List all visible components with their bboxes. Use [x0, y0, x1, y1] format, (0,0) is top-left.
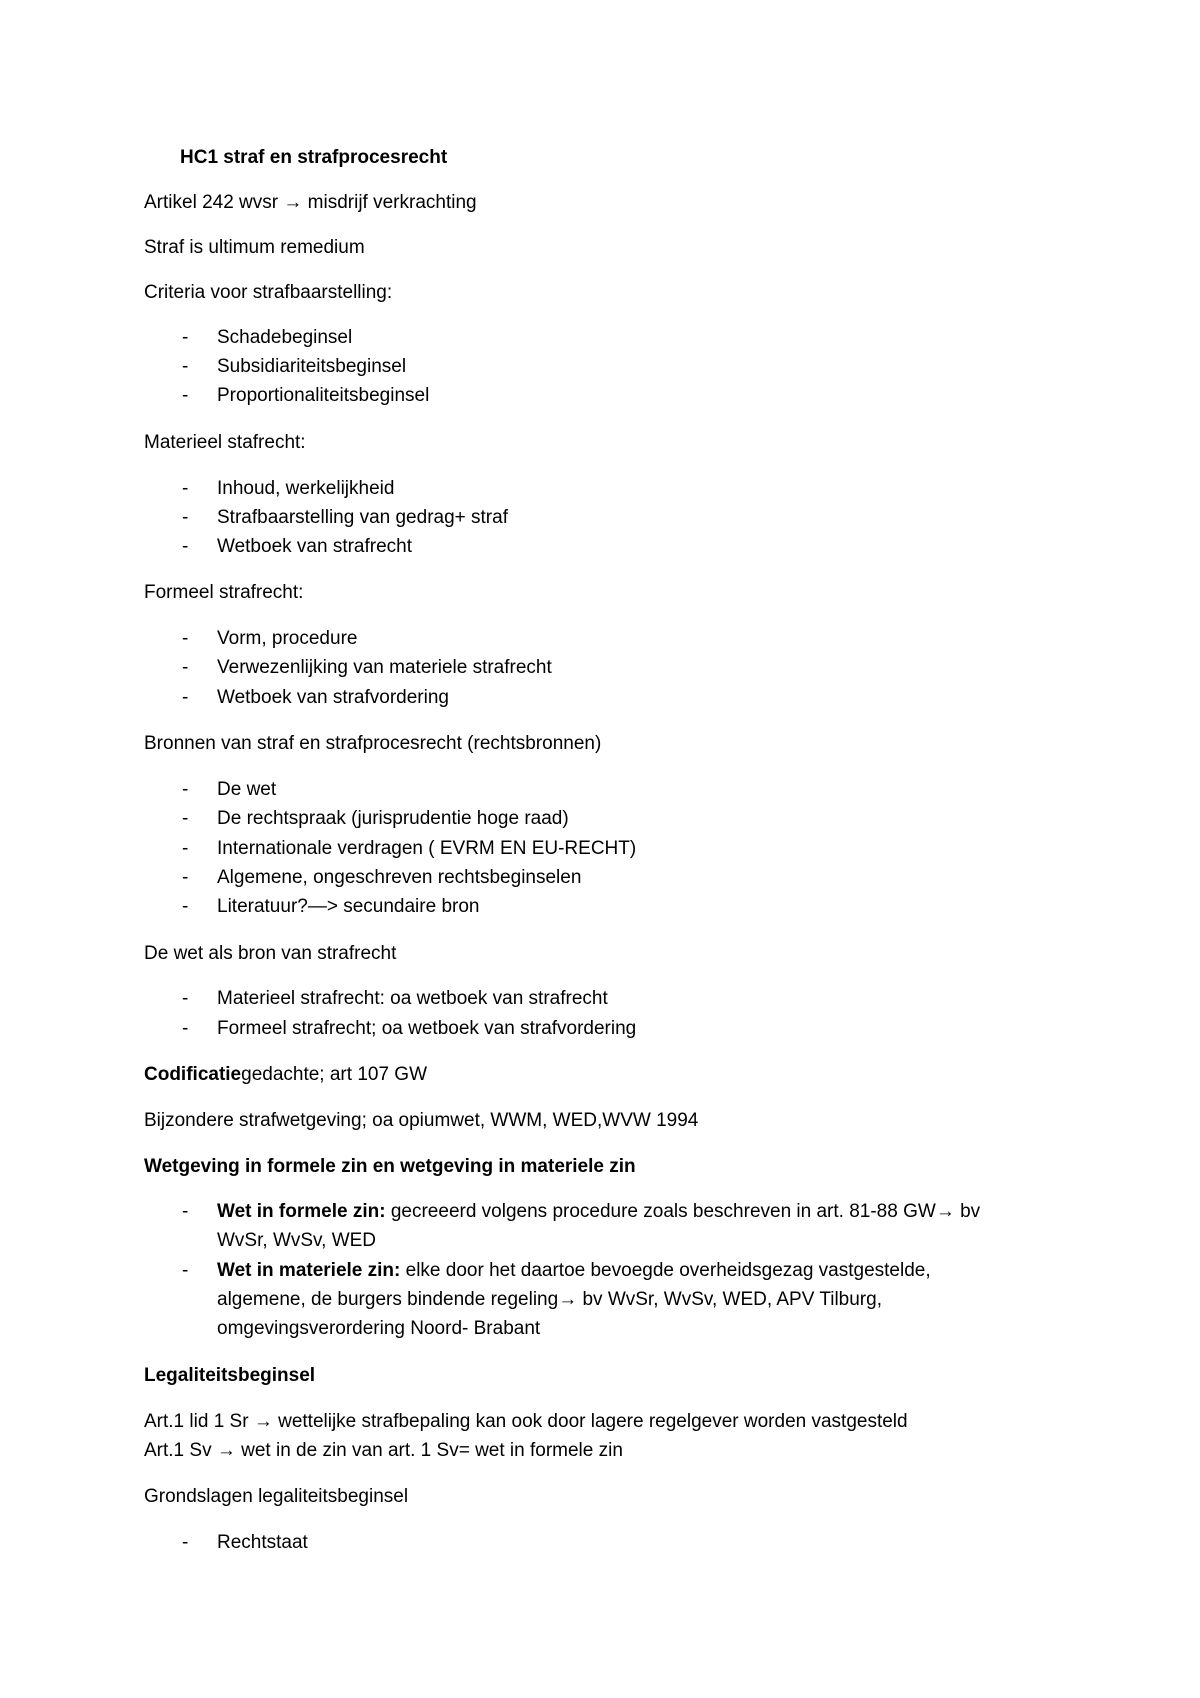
list-item: Algemene, ongeschreven rechtsbeginselen	[217, 867, 582, 888]
wetgeving-heading: Wetgeving in formele zin en wetgeving in materiele zin	[144, 1156, 636, 1177]
list-item: Subsidiariteitsbeginsel	[217, 356, 407, 377]
formele-zin-line1	[217, 1200, 980, 1224]
formele-zin-text: gecreeerd volgens procedure zoals beschreven in art. 81-88 GW	[390, 1201, 936, 1222]
materiele-zin-line1	[217, 1259, 931, 1283]
bullet-dash: -	[182, 536, 189, 557]
legaliteit-line2-prefix: Art.1 Sv	[144, 1440, 212, 1461]
list-item: Proportionaliteitsbeginsel	[217, 385, 430, 406]
arrow-icon: →	[935, 1201, 955, 1222]
bullet-dash: -	[182, 1201, 189, 1222]
bronnen-heading: Bronnen van straf en strafprocesrecht (rechtsbronnen)	[144, 733, 602, 754]
list-item: Wetboek van strafrecht	[217, 536, 413, 557]
bullet-dash: -	[182, 1018, 189, 1039]
arrow-icon: →	[283, 192, 303, 213]
legaliteit-line2	[144, 1439, 623, 1463]
list-item: Materieel strafrecht: oa wetboek van strafrecht	[217, 988, 608, 1009]
list-item: Wetboek van strafvordering	[217, 687, 449, 708]
page-title: HC1 straf en strafprocesrecht	[180, 147, 448, 168]
formeel-heading: Formeel strafrecht:	[144, 582, 304, 603]
arrow-icon: →	[253, 1411, 273, 1432]
ultimum-line: Straf is ultimum remedium	[144, 237, 365, 258]
formele-zin-text-end: bv	[960, 1201, 981, 1222]
grondslagen-heading: Grondslagen legaliteitsbeginsel	[144, 1486, 409, 1507]
bijzondere-line: Bijzondere strafwetgeving; oa opiumwet, WWM, WED,WVW 1994	[144, 1110, 699, 1131]
arrow-icon: →	[216, 1440, 236, 1461]
materiele-zin-text: elke door het daartoe bevoegde overheidsgezag vastgestelde,	[405, 1260, 931, 1281]
bullet-dash: -	[182, 988, 189, 1009]
legaliteit-line1-suffix: wettelijke strafbepaling kan ook door lagere regelgever worden vastgesteld	[278, 1411, 908, 1432]
bullet-dash: -	[182, 628, 189, 649]
criteria-heading: Criteria voor strafbaarstelling:	[144, 282, 393, 303]
bullet-dash: -	[182, 779, 189, 800]
formele-zin-line2: WvSr, WvSv, WED	[217, 1230, 377, 1251]
list-item: Literatuur?—> secundaire bron	[217, 896, 480, 917]
bullet-dash: -	[182, 657, 189, 678]
codificatie-rest: gedachte; art 107 GW	[241, 1064, 428, 1085]
bullet-dash: -	[182, 385, 189, 406]
bullet-dash: -	[182, 808, 189, 829]
materiele-zin-line3: omgevingsverordering Noord- Brabant	[217, 1318, 541, 1339]
list-item: Strafbaarstelling van gedrag+ straf	[217, 507, 508, 528]
list-item: De rechtspraak (jurisprudentie hoge raad)	[217, 808, 569, 829]
list-item: De wet	[217, 779, 277, 800]
list-item: Vorm, procedure	[217, 628, 358, 649]
bullet-dash: -	[182, 867, 189, 888]
bullet-dash: -	[182, 896, 189, 917]
list-item: Verwezenlijking van materiele strafrecht	[217, 657, 552, 678]
bullet-dash: -	[182, 327, 189, 348]
materiele-zin-line2	[217, 1288, 882, 1312]
legaliteit-heading: Legaliteitsbeginsel	[144, 1365, 316, 1386]
list-item: Schadebeginsel	[217, 327, 353, 348]
legaliteit-line2-suffix: wet in de zin van art. 1 Sv= wet in formele zin	[241, 1440, 623, 1461]
bullet-dash: -	[182, 1260, 189, 1281]
bullet-dash: -	[182, 838, 189, 859]
legaliteit-line1	[144, 1410, 908, 1434]
bullet-dash: -	[182, 687, 189, 708]
arrow-icon: →	[558, 1289, 578, 1310]
bullet-dash: -	[182, 356, 189, 377]
dewet-heading: De wet als bron van strafrecht	[144, 943, 397, 964]
materiele-zin-text2: algemene, de burgers bindende regeling	[217, 1289, 559, 1310]
bullet-dash: -	[182, 507, 189, 528]
materieel-heading: Materieel stafrecht:	[144, 432, 306, 453]
bullet-dash: -	[182, 478, 189, 499]
list-item: Inhoud, werkelijkheid	[217, 478, 395, 499]
legaliteit-line1-prefix: Art.1 lid 1 Sr	[144, 1411, 249, 1432]
list-item: Rechtstaat	[217, 1532, 308, 1553]
materiele-zin-text2-end: bv WvSr, WvSv, WED, APV Tilburg,	[582, 1289, 882, 1310]
materiele-zin-term: Wet in materiele zin:	[217, 1260, 401, 1281]
codificatie-bold: Codificatie	[144, 1064, 242, 1085]
list-item: Formeel strafrecht; oa wetboek van strafvordering	[217, 1018, 637, 1039]
artikel-prefix: Artikel 242 wvsr	[144, 192, 279, 213]
artikel-suffix: misdrijf verkrachting	[307, 192, 477, 213]
artikel-line	[144, 191, 477, 215]
formele-zin-term: Wet in formele zin:	[217, 1201, 386, 1222]
list-item: Internationale verdragen ( EVRM EN EU-RECHT)	[217, 838, 637, 859]
bullet-dash: -	[182, 1532, 189, 1553]
codificatie-line	[144, 1063, 427, 1087]
